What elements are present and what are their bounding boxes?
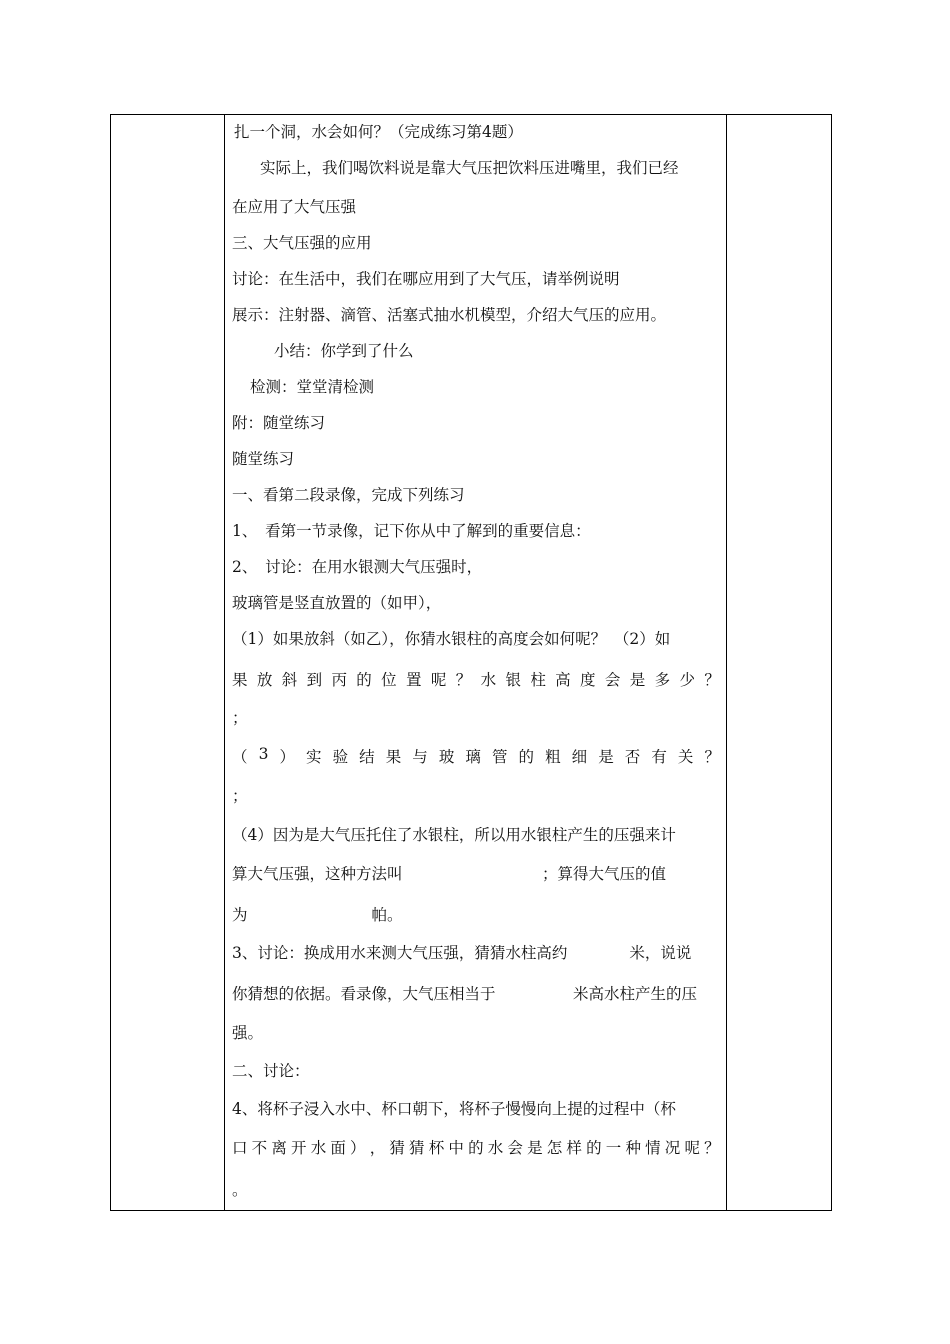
- glyph: ，: [369, 1139, 386, 1157]
- glyph: ？: [704, 671, 720, 689]
- column-divider-left: [224, 115, 225, 1210]
- text-line: 算大气压强，这种方法叫 ；算得大气压的值: [232, 865, 667, 883]
- glyph: 的: [518, 748, 535, 766]
- glyph: 实: [306, 748, 322, 766]
- glyph: 口: [232, 1139, 248, 1157]
- question-item: 3、讨论：换成用水来测大气压强，猜猜水柱高约 米，说说: [232, 944, 692, 962]
- glyph: （: [232, 748, 248, 766]
- glyph: 猜: [389, 1139, 405, 1157]
- justified-line: [232, 668, 720, 690]
- glyph: 会: [604, 671, 621, 689]
- glyph: 是: [598, 748, 614, 766]
- glyph: 呢: [684, 1139, 700, 1157]
- glyph: 否: [624, 748, 641, 766]
- glyph: 种: [625, 1139, 641, 1157]
- text-line: 展示：注射器、滴管、活塞式抽水机模型，介绍大气压的应用。: [232, 306, 667, 324]
- text-line: 在应用了大气压强: [232, 198, 357, 216]
- glyph: ）: [350, 1139, 366, 1157]
- glyph: 果: [385, 748, 402, 766]
- section-heading: 二、讨论：: [232, 1062, 310, 1080]
- glyph: 位: [381, 671, 397, 689]
- glyph: 是: [527, 1139, 543, 1157]
- glyph: 斜: [281, 671, 298, 689]
- text-line: 玻璃管是竖直放置的（如甲），: [232, 594, 442, 612]
- text-line: 扎一个洞，水会如何？（完成练习第4题）: [234, 123, 523, 141]
- glyph: 放: [256, 671, 273, 689]
- text-line: 附：随堂练习: [232, 414, 326, 432]
- glyph: 杯: [428, 1139, 445, 1157]
- question-item: 4、将杯子浸入水中、杯口朝下，将杯子慢慢向上提的过程中（杯: [232, 1100, 676, 1118]
- section-heading: 一、看第二段录像，完成下列练习: [232, 486, 465, 504]
- glyph: 柱: [530, 671, 546, 689]
- glyph: 水: [480, 671, 497, 689]
- glyph: ）: [279, 748, 295, 766]
- glyph: 况: [664, 1139, 681, 1157]
- glyph: 水: [487, 1139, 504, 1157]
- glyph: 关: [677, 748, 694, 766]
- glyph: 一: [605, 1139, 622, 1157]
- text-line: ；: [232, 709, 248, 727]
- text-line: 为 帕。: [232, 906, 403, 924]
- glyph: 验: [332, 748, 349, 766]
- section-heading: 随堂练习: [232, 450, 295, 468]
- text-line: 检测：堂堂清检测: [250, 378, 375, 396]
- glyph: 度: [580, 671, 596, 689]
- justified-line: [232, 1136, 720, 1158]
- glyph: 到: [306, 671, 323, 689]
- glyph: 银: [505, 671, 521, 689]
- glyph: 有: [651, 748, 667, 766]
- glyph: 少: [679, 671, 695, 689]
- glyph: 样: [566, 1139, 582, 1157]
- glyph: 3: [258, 745, 269, 763]
- glyph: 面: [330, 1139, 346, 1157]
- glyph: ？: [704, 1139, 720, 1157]
- glyph: ？: [704, 748, 720, 766]
- glyph: 果: [232, 671, 248, 689]
- glyph: 水: [310, 1139, 327, 1157]
- text-line: ；: [232, 787, 248, 805]
- glyph: 多: [654, 671, 671, 689]
- text-line: 你猜想的依据。看录像，大气压相当于 米高水柱产生的压: [232, 985, 698, 1003]
- glyph: ？: [455, 671, 472, 689]
- glyph: 结: [359, 748, 375, 766]
- question-item: （4）因为是大气压托住了水银柱，所以用水银柱产生的压强来计: [232, 826, 676, 844]
- glyph: 粗: [545, 748, 561, 766]
- text-line: 。: [232, 1181, 248, 1199]
- glyph: 是: [629, 671, 646, 689]
- question-item: 1、 看第一节录像，记下你从中了解到的重要信息：: [232, 522, 591, 540]
- text-line: 实际上，我们喝饮料说是靠大气压把饮料压进嘴里，我们已经: [260, 159, 679, 177]
- glyph: 璃: [465, 748, 481, 766]
- glyph: 离: [271, 1139, 287, 1157]
- text-line: 讨论：在生活中，我们在哪应用到了大气压，请举例说明: [232, 270, 620, 288]
- glyph: 管: [491, 748, 508, 766]
- glyph: 的: [468, 1139, 484, 1157]
- glyph: 情: [645, 1139, 661, 1157]
- glyph: 置: [406, 671, 422, 689]
- glyph: 丙: [331, 671, 347, 689]
- glyph: 开: [291, 1139, 307, 1157]
- column-divider-right: [726, 115, 727, 1210]
- justified-line: [232, 745, 720, 767]
- glyph: 高: [555, 671, 571, 689]
- glyph: 细: [571, 748, 588, 766]
- glyph: 的: [586, 1139, 602, 1157]
- text-line: 强。: [232, 1024, 264, 1042]
- glyph: 与: [412, 748, 428, 766]
- glyph: 玻: [438, 748, 455, 766]
- question-item: 2、 讨论：在用水银测大气压强时，: [232, 558, 483, 576]
- glyph: 不: [251, 1139, 268, 1157]
- glyph: 的: [356, 671, 372, 689]
- text-line: 小结：你学到了什么: [274, 342, 414, 360]
- glyph: 猜: [409, 1139, 425, 1157]
- glyph: 呢: [430, 671, 447, 689]
- question-item: （1）如果放斜（如乙），你猜水银柱的高度会如何呢？ （2）如: [232, 630, 671, 648]
- section-heading: 三、大气压强的应用: [232, 234, 372, 252]
- glyph: 中: [448, 1139, 464, 1157]
- glyph: 会: [507, 1139, 523, 1157]
- glyph: 怎: [546, 1139, 563, 1157]
